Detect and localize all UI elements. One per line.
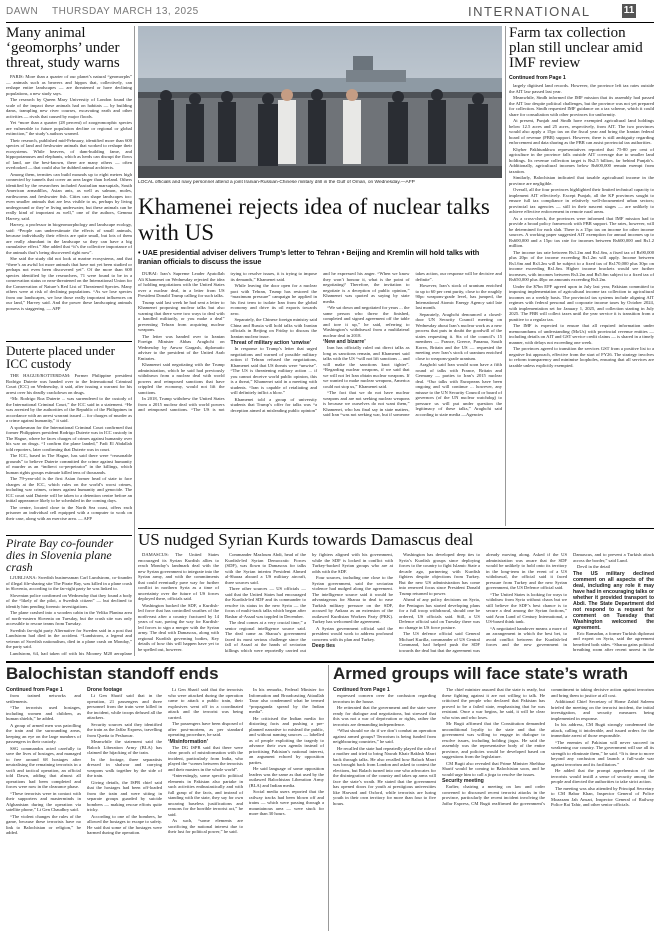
column-divider xyxy=(505,26,506,526)
balochistan-body: Continued from Page 1 from trained networks and settlements. “The terrorists used hostages, including women and children, as human shields,” he added. A group of armed men was patrolling the train and the surrounding areas, keeping an eye on the large numbers of passengers in their custody. SSG commandos acted carefully to save the lives of hostages, and managed to free around 68 hostages after neutralising the remaining terrorists in a swift and tactical operation, an official told Dawn, adding that almost all operations had been completed and forces were now in the clearance phase. “These terrorists were in contact with their supporters and masterminds in Afghanistan during the operation via satellite phone,” Lt Gen Chaudhry said. “The violent changes the rules of the game, because these terrorists have no link to Balochistan or religion,” he added. Drone footage Lt Gen Sharif said that in the operation, 21 passengers and three personnel from the train were killed in the incident, while troops defused all the attackers. Security sources said they identified the train as the Jaffar Express, travelling from Quetta to Peshawar. Meanwhile the statement said the Baloch Liberation Army (BLA) has claimed the hijacking of the train. In the footage, three separatists dressed in shalwar and carrying weapons walk together by the side of the train. Giving details, the ISPR chief said that the hostages had been off-loaded from the train and were sitting in separate groups guarded by suicide bombers — making rescue efforts quite tricky. According to one of the bombers, he allowed the hostages to escape to safety. He said that some of the hostages were harmed during the operation. Lt Gen Sharif said that the terrorists who were attacked during the operation came to attack a public train, their explosives went off in a coordinated attack and the terrorist was being carried. The passengers have been disposed of after post-mortem, as per standard operating procedure, he said. ‘Misinformation’ The DG ISPR said that there were clear proofs of misinformation with the incident, particularly from India, who played the “scenes between the terrorists and their masters in the whole world”. “Interestingly, some specific political elements in Pakistan also partake in such activities enthusiastically and with full grasp of the facts, and instead of standing with the state, they say for own uncaring baseless justifications and reasons for the horrible terrorist act,” he said. As such, “some elements are sacrificing the national interest due to their lust for political power,” he said. In his remarks, Federal Minister for Information and Broadcasting Attaullah Tarar also condemned what he termed “propaganda spread by the Indian media”. He criticised the Indian media for distorting facts and pushing a pre-planned narrative to mislead the public, and without naming sources — labelled as of people exploiting the tragedy to advance their own agenda instead of prioritising Pakistan’s national interest, an argument echoed by opposition parties. He said language of some opposition leaders was the same as that used by the outlawed Balochistan Liberation Army (BLA) and Indian media. Social media users reported that the railway tracks had been blown off and trains — which were passing through a mountainous area — were stuck for more than 30 hours. xyxy=(6,687,324,835)
story-khamenei xyxy=(138,194,502,526)
khamenei-deck: • UAE presidential adviser delivers Trump’s letter to Tehran • Beijing and Kremlin will hold talks with Iranian officials to discuss the issue xyxy=(138,248,480,266)
armed-continued: Continued from Page 1 xyxy=(333,687,390,693)
story-armed-groups xyxy=(333,665,654,931)
farmtax-body: largely digitised land records. However, the province left tax rates outside the AIT law passed last year. Meanwhile, Sindh informed the IMF mission that its assembly had passed the AIT law despite political challenges, but the province was not yet prepared for collection. Sindh requested IMF guidance on a tax scheme, which it could share for consultation with other provinces for uniformity. At present, Punjab and Sindh have exempted agricultural land holdings below 12.5 acres and 25 acres, respectively, from AIT. The two provinces would also apply a 15pc tax on the fiscal year and bring the Iranian federal board of revenue (FBR) support. However, there is still ambiguity regarding enforcement and data sharing as the FBR can assist provincial tax authorities. Khyber Pakhtunkhwa representatives reported that 75-80 per cent of agriculture in the province falls outside AIT coverage due to smaller land holdings. Its revenue collection target is Rs2.5 billion, far behind Punjab’s. Additionally, agricultural incomes below Rs600,000 remain exempt from taxation. Similarly, Balochistan indicated that taxable agricultural income in the province are negligible. Overall, all the four provinces highlighted their limited technical capacity to implement AIT effectively. Except Punjab, all the KP provinces sought to ensure full tax compliance in relatively well-documented urban sectors; provincial tax agencies — still in their nascent stages — are unlikely to achieve effective enforcement in remote rural areas. As a cross-check, the provinces were informed that IMF mission had to provide a broad policy framework with FBR support. The rates, however, will be determined for each slab. There is a 15pc tax on income for other income sources. A working paper suggested AIT exemption for annual incomes up to Rs600,000 and a 15pc tax rate for incomes between Rs600,000 and Rs1.2 million. The income tax rate between Rs1.2m and Rs1.6m, a fixed tax of Rs90,000 plus 20pc of the income exceeding Rs1.2m will apply. Income between Rs1.6m and Rs3.2m will be subject to a fixed tax of Rs170,000 plus 30pc on income exceeding Rs1.6m. Higher income brackets would see further increases, with incomes between Rs3.2m and Rs5.6m subject to a fixed tax of Rs650,000 plus 40pc on amounts exceeding Rs3.2m. Under the $7bn EFF agreed upon in July last year, Pakistan committed to imposing implementation of agricultural income tax collection to agricultural incomes on a weekly basis. The provincial tax systems include aligning AIT regimes with federal personal and corporate income taxes by October 2024, with implementation set for January 1, 2025, and collection starting in July 2025. The FBR will collect taxes until the year service it is transition from a punitive to a regular tax. The IMF is expected to ensure that all required information under memorandums of understanding (MoUs) with provincial revenue entities — including details on AIT and GST service credit claims — is shared in a timely manner, with delays not exceeding one week. The provinces agreed to transition the services GST from a positive list to a negative list approach, effective from the start of FY26. The strategy involves to reform transparency and minimise loopholes, ensuring that all services are taxable unless explicitly exempted. xyxy=(509,83,654,368)
armed-subhead-security: Security meeting xyxy=(442,778,484,784)
farmtax-continued: Continued from Page 1 xyxy=(509,75,566,81)
story-duterte xyxy=(6,344,132,534)
khamenei-body: DUBAI: Iran’s Supreme Leader Ayatollah Ali Khamenei on Wednesday rejected the idea of holding negotiations with the United States over a nuclear deal, in a letter from US President Donald Trump calling for such talks. Trump said last week he had sent a letter to Khamenei proposing nuclear talks but also warning that there were two ways to deal with a handled militarily, or you make a deal” preventing Tehran from acquiring nuclear weapons. The letter was handed over to Iranian Foreign Minister Abbas Araghchi on Wednesday by Anwar Gargash, diplomatic adviser to the president of the United Arab Emirates. Khamenei said negotiating with the Trump administration, which he said had previously withdrawn from a nuclear deal with world powers and reimposed sanctions that have crippled the economy, would not lift the sanctions. In 2018, Trump withdrew the United States from a 2015 nuclear deal with world powers and reimposed sanctions. “The US is not trying to resolve issues, it is trying to impose its demands,” Khamenei said. While leaving the door open for a nuclear pact with Tehran, Trump has restored the “maximum pressure” campaign he applied in his first term to isolate Iran from the global economy and drive its oil exports towards zero. Separately, the Chinese foreign ministry said China and Russia will hold talks with Iranian officials in Beijing on Friday to discuss the Iranian nuclear issue. Threat of military action ‘unwise’ In response to Trump’s letter that urged negotiations and warned of possible military action if Tehran refused the negotiations, Khamenei said that US threats were “unwise”. “The US is threatening military action ... if you cannot deceive world public opinion, this is a threat,” Khamenei said in a meeting with students. “Iran is capable of retaliating and will definitely inflict a blow.” Khamenei told a group of university students that Trump’s offer for talks was “a deception aimed at misleading public opinion” and he expressed his anger. “When we know they won’t honour it, what is the point of negotiating? Therefore, the invitation to negotiate is a deception of public opinion,” Khamenei was quoted as saying by state media. “We sat down and negotiated for years ... the same person who threw the finished, completed and signed agreement off the table and tore it up,” he said, referring to Washington’s withdrawal from a multilateral nuclear deal in 2018. ‘New and bizarre’ Iran has officially ruled out direct talks as long as sanctions remain, and Khamenei said talks with the US “will not lift sanctions ... and will make the sanctions knot tighter”. “Regarding nuclear weapons, if we said that we will not let Iran obtain nuclear weapons. If we wanted to make nuclear weapons, America could not stop us,” Khamenei said. “The fact that we do not have nuclear weapons and are not seeking nuclear weapons is because we ourselves do not want them,” Khamenei, who has final say in state matters, said Iran “was not seeking war, but if someone takes action, our response will be decisive and definite”. However, Iran’s stock of uranium enriched to up to 60 per cent purity, close to the roughly 90pc weapons-grade level, has jumped, the International Atomic Energy Agency said late last month. Separately, Araghchi denounced a closed-door UN Security Council meeting on Wednesday about Iran’s nuclear work as a new process that puts in doubt the goodwill of the states requesting it. Six of the council’s 15 members — France, Greece, Panama, South Korea, Britain and the US — requested the meeting over Iran’s stock of uranium enriched close to weapons-grade uranium. Araghchi said Iran would soon have a fifth round of talks with France, Britain and Germany — parties to Iran’s 2015 nuclear deal. “Our talks with Europeans have been ongoing and will continue ... however, any misuse to the UN Security Council or board of governors (of the UN nuclear watchdog) to pressure us will put under question the legitimacy of these talks,” Araghchi said according to state media —Agencies xyxy=(138,271,502,417)
story-syria xyxy=(138,531,654,659)
armed-headline: Armed groups will face state’s wrath xyxy=(333,665,629,683)
khamenei-subhead-threat: Threat of military action ‘unwise’ xyxy=(230,340,312,346)
column-divider xyxy=(328,665,329,931)
issue-date: THURSDAY MARCH 13, 2025 xyxy=(52,6,199,17)
paper-name: DAWN xyxy=(6,6,39,17)
column-divider xyxy=(134,26,135,656)
rule-piratebay xyxy=(6,535,132,536)
duterte-body: THE HAGUE/ROTTERDAM: Former Philippine president Rodrigo Duterte was handed over to the International Criminal Court (ICC) on Wednesday, it said, after issuing a warrant for his arrest over his deadly crackdown on drugs. “Mr. Rodrigo Roa Duterte ... was surrendered to the custody of the International Criminal Court,” the ICC said in a statement. “He was arrested by the authorities of the Republic of the Philippines in accordance with an arrest warrant issued ... for charges of murder as a crime against humanity,” it said. A spokesman for the International Criminal Court confirmed that former Philippines president Rodrigo Duterte was in ICC custody in The Hague, where he faces charges of crimes against humanity over his war on drugs. “I confirm the plane landed,” Fadi El Abdallah told reporters, later confirming that Duterte was in court. The ICC, based in The Hague, has said there were “reasonable grounds” to believe Duterte committed the crime against humanity of murder as an “indirect co-perpetrator” in the killings, which human rights groups estimate killed tens of thousands. The 79-year-old is the first Asian former head of state to face charges at the ICC, which rules on the world’s worst crimes, including war crimes, crimes against humanity and genocide. The ICC court said Duterte will be taken to a detention centre before an initial appearance likely to be scheduled in the coming days. The centre, located close to the North Sea coast, offers each prisoner an individual cell equipped with a computer to work on their case, along with an exercise area. — AFP xyxy=(6,373,132,521)
balochistan-subhead-misinformation: ‘Misinformation’ xyxy=(168,738,209,745)
farmtax-headline: Farm tax collection plan still unclear amid IMF review xyxy=(509,26,643,71)
story-geomorphs xyxy=(6,26,132,338)
piratebay-headline: Pirate Bay co-founder dies in Slovenia plane crash xyxy=(6,537,114,574)
balochistan-continued: Continued from Page 1 xyxy=(6,687,63,693)
khamenei-subhead-new: ‘New and bizarre’ xyxy=(323,339,366,345)
armed-body: Continued from Page 1 expressed concern over the confusion regarding terrorism in the house. He reiterated that the government and the state were ready for dialogue and negotiations, but stressed that this was not a war of deprivation or rights, rather the terrorists are demanding independence. “What should we do if we don’t combat an operation against armed groups? Terrorism is being funded from neighbouring countries,” he said. He recalled the state had repeatedly played the role of a mother and tried to bring Nawab Khair Bakhsh Marri back through talks. He also recalled how Balach Marri was brought back from London and asked to contest the elections, but Balach turned into one who advocates for the disintegration of the country and takes up arms will face the state’s wrath. He stated that the government has opened doors for youth at prestigious universities like Harvard and Oxford, while terrorists are luring youth in their own territory for more than four to five hours. The chief minister assured that the state is ready, but these fighting against it are not willing to talk. He criticised the people who declared that Pakistan has proved to be a failed state, emphasising that he was resistant. Once a war begins, he said, it will be clear who wins and who loses. Mr Bugti affirmed that the Constitution demanded unconditional loyalty to the state and that the government was willing to engage in dialogue to resolve issues, including holding jirgas. He said the assembly was the representative body of the entire province, and policies would be developed based on suggestions from the legislature. CM Bugti also revealed that Prime Minister Shehbaz Sharif would be coming to Balochistan soon, and he would urge him to call a jirga to resolve the issues. Security meeting Earlier, chairing a meeting on law and order convened to discussed recent terrorist attacks in the province, particularly the recent incident involving the Jaffar Express, CM Bugti reaffirmed the government’s commitment to taking decisive action against terrorism and bring them to justice at all cost. Additional Chief Secretary of Home Zahid Saleem briefed the meeting on the terrorist incident, the initial investigation, and security measures being implemented in response. In his address, CM Bugti strongly condemned the attack, calling it intolerable, and issued orders for the immediate arrest of those responsible. “The enemies of Pakistan will never succeed in weakening our country. The government will use all its strength to eliminate them,” he said. “It is time to move beyond any confusion and launch a full-scale war against terrorism and its facilitators.” He added that the prompt apprehension of the terrorists would instill a sense of security among the people and directed the authorities to take strict action. The meeting was also attended by Principal Secretary to CM Babar Khan, Inspector General of Police Moazzam Jah Ansari, Inspector General of Railway Police Rai Tahir, and other senior officials. xyxy=(333,687,654,807)
piratebay-body: LJUBLJANA: Swedish businessman Carl Lundstrom, co-founder of illegal file-sharing site The Pirate Bay, was killed in a plane crash in Slovenia, according to the far-right party he was linked to. Slovenian police confirmed on Wednesday that they found a body of the “likely of the pilot, a Swedish citizen” — but declined to identify him pending forensic investigations. The plane crashed into a wooden cabin in the Velika Planina area of north-eastern Slovenia on Tuesday, but the crash site was only accessible to rescue teams from Tuesday. Swedish far-right party Alternative for Sweden said in a post that Lundstrom had died in the accident. “Lundstrom, a legend and veteran of Swedish nationalism, died in a plane crash on Monday,” the party said. Lundstrom, 64, had taken off with his Mooney M20 aeroplane xyxy=(6,575,132,656)
photo-caption: LOCAL officials and navy personnel attend a joint Iranian-Russian-Chinese military drill in the Gulf of Oman, on Wednesday.—AFP xyxy=(138,180,415,185)
syria-headline: US nudged Syrian Kurds towards Damascus deal xyxy=(138,531,474,549)
story-balochistan xyxy=(6,665,324,931)
khamenei-headline: Khamenei rejects idea of nuclear talks with US xyxy=(138,194,490,245)
geomorphs-body: PARIS: More than a quarter of our planet’s natural “geomorphs” — animals such as beavers and hippos that, collectively, can reshape entire landscapes — are threatened or have declining populations, a new study says. The research by Queen Mary University of London found the scale of the impact these animals had on habitats — by building dams, trampling new river courses, excavating earth and other activities — rivals that caused by major floods. Yet “more than a quarter (28 percent) of zoogeomorphic species are vulnerable to future population decline or regional or global extinction,” the study’s authors warned. Their research, published mid-February, identified more than 600 species of land and freshwater animals that worked to reshape their ecosystems. While beavers, of dam-building fame, and hippopotamuses and elephants, which as herds can disrupt the flows of land, are the best-known, there are many others — often overlooked — that could also be dubbed animal architects. Among them, termites can build mounds up to eight metres high connected by tunnels that cover an area larger than Iceland. Others identified by the researchers included Australian marsupials, South American armadillos, Asian ants, as well as salmon, moles, earthworms and freshwater fish. Cities can shape landscapes too: even smaller animals that are less visible to us, perhaps by living underground or they’re living underwater, but these animals can be really kind of important as well,” one of the authors, Gemma Harvey, said. Harvey, a professor in biogeomorphology and landscape ecology, said: “People can underestimate the effects of small animals, because individually their effects are quite small, but lots of them are really abundant in the landscape so they can have a big cumulative effect.” She added that “it’s the collective importance of the animals that’s being discovered right now”. She said the study did not look at marine ecosystems, and that “there’s an awful lot more animals that have not yet been studied or perhaps not even been discovered yet”. Of the more than 600 species identified by the researchers, 71 were found to be in a conservation status or near-threatened on the International Union for the Conservation of Nature’s Red List of Threatened Species. Many others were at risk of declining populations. “As we lose species from our landscapes, we lose those really important influences on our land,” Harvey said. And the power these landscaping animals possess is staggering. — AFP xyxy=(6,74,132,311)
photo-scene xyxy=(138,26,502,178)
story-farmtax xyxy=(509,26,654,526)
balochistan-headline: Balochistan standoff ends xyxy=(6,665,219,683)
syria-body: DAMASCUS: The United States encouraged its Syrian Kurdish allies to reach Monday’s landmark deal with the new Syrian government to integrate into the Syrian army, and with the commitments that could eventually pave way for further conflict in northern Syria as a time of uncertainty over the future of US forces deployed there, officials said. Washington backed the SDF, a Kurdish-led force that has controlled swathes of the north-east after a country fractured by 14 years of war, paving the way for Kurdish-led forces to sign a merger with the Syrian army. The deal with Damascus, along with regional Kurdish governing bodies, Key details of how this will happen have yet to be spelled out, however. Commander Mazloum Abdi, head of the Kurdish-led Syrian Democratic Forces (SDF), was flown to Damascus for talks with the Syrian interim President Ahmed al-Sharaa aboard a US military aircraft, three sources said. Three other sources — US officials — said that the United States had encouraged the Kurdish-led SDF and its commander to resolve its status in the new Syria — the focus of multi-track talks which began after Bashar al-Assad was toppled in December. The deal comes at a very crucial time,” a senior regional intelligence source said. The deal came as Sharaa’s government faced its most serious challenge since the fall of Assad at the hands of sectarian killings which were reportedly carried out by fighters aligned with his government, while the SDF is locked in conflict with Turkey-backed Syrian groups who are at odds with the SDF. Four sources, including one close to the Syrian government, said the sectarian violence had nudged along the agreement. The intelligence source said it would be advantageous for Sharaa to deal to ease Turkish military pressure on the SDF, accused by Ankara as an extension of the outlawed Kurdistan Workers Party (PKK). Turkey has welcomed the agreement. A Syrian government official said the president would work to address profound concerns with its plan and Turkey. Deep ties Washington has developed deep ties to Syria’s Kurdish groups since deploying forces to the country to fight Islamic State a decade ago, partnering with Kurdish fighters despite objections from Turkey. But the new US administration has come into renewed focus since President Donald Trump returned to power. Ahead of any policy decisions on Syria, the Pentagon has started developing plans for a full troop withdrawal, should one be ordered, US officials said. Still, a US Defence official said on Tuesday there was no change in US force posture. The US defence official said General Michael Kurilla, commander of US Central Command, had helped push the SDF towards the deal but that the agreement was already moving along. Asked if the US administration was aware that the SDF would be unlikely to hold onto its territory in the long-term in the event of a US withdrawal, the official said it faced pressure from Turkey and the new Syrian government, the US Defence official said. “The United States is looking for ways to withdraw from Syria without chaos but we still believe the SDF’s best chance is to secure a deal among the Syrian factions,” said Aron Lund of Century International, a US-based think tank. “A negotiated handover means a more of an arrangement in which the best bet, to avoid conflict between the Kurdish-led forces and the new government in Damascus, and to prevent a Turkish attack across the border,” said Lund. Devil in the detail The US military declined comment on all aspects of the deal, including any role it may have had in encouraging talks or whether it provided transport to Abdi. The State Department did not respond to a request for comment on Tuesday that Washington welcomed the agreement. Eric Ramadan, a former Turkish diplomat and expert on Syria, said the agreement benefited both sides. “Sharaa gains political breathing room after recent unrest in the xyxy=(138,552,654,653)
story-piratebay xyxy=(6,537,132,656)
balochistan-subhead-drone: Drone footage xyxy=(87,687,123,693)
section-title: INTERNATIONAL xyxy=(468,4,591,19)
duterte-headline: Duterte placed under ICC custody xyxy=(6,344,116,371)
rule-syria xyxy=(138,528,654,529)
geomorphs-headline: Many animal ‘geomorphs’ under threat, study warns xyxy=(6,26,120,71)
masthead-rule xyxy=(6,22,654,23)
syria-subhead-devil: The US military declined comment on all aspects of the deal, including any role it may have had in encouraging talks or whether it provided transport to Abdi. The State Department did not respond to a request for comment on Tuesday that Washington welcomed the agreement. xyxy=(573,570,654,631)
page-number: 11 xyxy=(623,5,635,16)
rule-bottom xyxy=(6,661,654,663)
rule-duterte xyxy=(6,341,132,342)
syria-subhead-deepties: Deep ties xyxy=(312,643,336,649)
naval-drill-photo xyxy=(138,26,502,178)
